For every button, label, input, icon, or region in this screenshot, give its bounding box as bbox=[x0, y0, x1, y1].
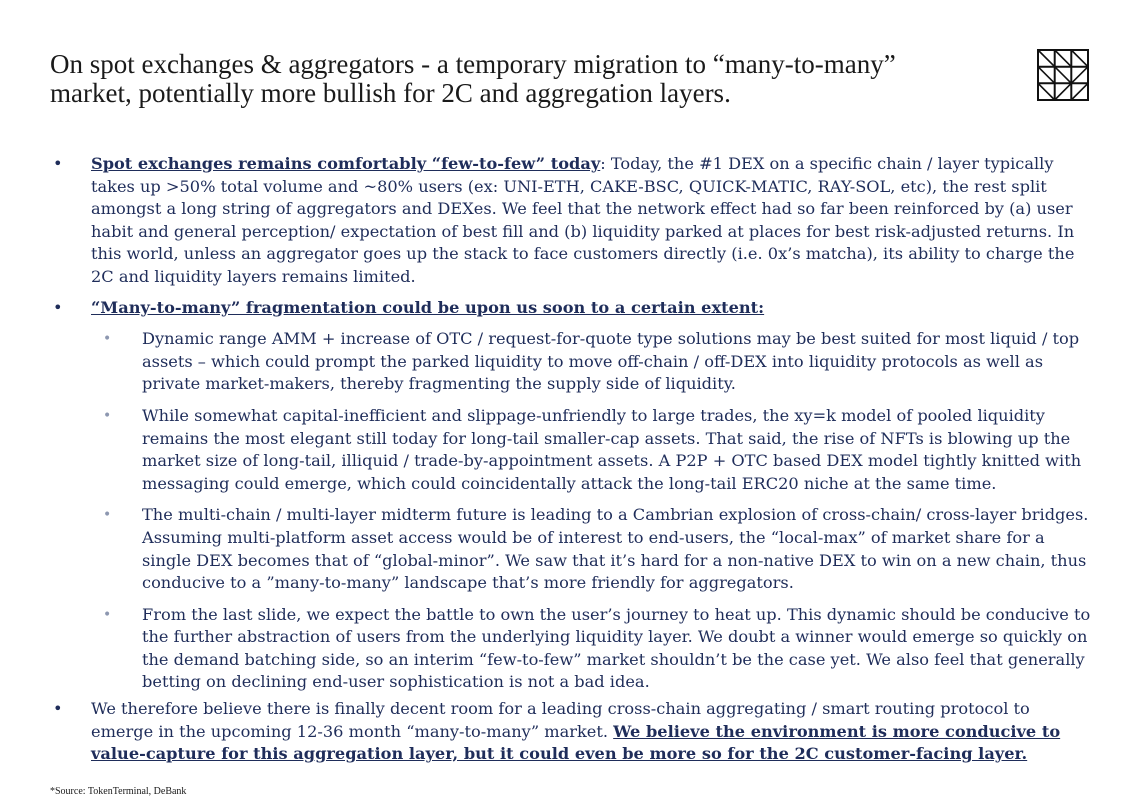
page-title: On spot exchanges & aggregators - a temporary migration to “many-to-many” market, potentially more bullish for 2C and aggregation layers. bbox=[50, 49, 896, 108]
sub-bullet-item bbox=[46, 504, 1091, 594]
sub-bullet-icon: • bbox=[103, 407, 112, 424]
sub-bullet-text: From the last slide, we expect the battle to own the user’s journey to heat up. This dynamic should be conducive to the further abstraction of users from the underlying liquidity layer. We doubt a winner would emerge so quickly on the demand batching side, so an interim “few-to-few” market shouldn’t be the case yet. We also feel that generally betting on declining end-user sophistication is not a bad idea. bbox=[142, 604, 1091, 692]
sub-bullet-text: While somewhat capital-inefficient and slippage-unfriendly to large trades, the xy=k model of pooled liquidity remains the most elegant still today for long-tail smaller-cap assets. That said, the rise of NFTs is blowing up the market size of long-tail, illiquid / trade-by-appointment assets. A P2P + OTC based DEX model tightly knitted with messaging could emerge, which could coincidentally attack the long-tail ERC20 niche at the same time. bbox=[142, 405, 1082, 493]
sub-bullet-icon: • bbox=[103, 331, 112, 348]
bullet-item bbox=[46, 297, 1091, 320]
bullet-heading: “Many-to-many” fragmentation could be upon us soon to a certain extent: bbox=[91, 297, 765, 317]
bullet-icon: • bbox=[53, 297, 63, 317]
bullet-text: We therefore believe there is finally decent room for a leading cross-chain aggregating / smart routing protocol to emerge in the upcoming 12-36 month “many-to-many” market. bbox=[91, 699, 1030, 741]
bullet-heading: Spot exchanges remains comfortably “few-to-few” today bbox=[91, 154, 601, 173]
bullet-icon: • bbox=[53, 154, 63, 173]
bullet-emphasis: We believe the environment is more conducive to value-capture for this aggregation layer, but it could even be more so for the 2C customer-facing layer. bbox=[91, 721, 1061, 764]
bullet-icon: • bbox=[53, 699, 63, 719]
sub-bullet-item bbox=[46, 328, 1091, 396]
grid-logo-icon bbox=[1037, 49, 1089, 101]
source-note: *Source: TokenTerminal, DeBank bbox=[50, 786, 187, 797]
bullet-list bbox=[46, 153, 1091, 766]
bullet-item bbox=[46, 153, 1091, 289]
bullet-item bbox=[46, 698, 1091, 766]
sub-bullet-item bbox=[46, 405, 1091, 495]
sub-bullet-icon: • bbox=[103, 606, 112, 623]
sub-bullet-icon: • bbox=[103, 507, 112, 524]
sub-bullet-text: The multi-chain / multi-layer midterm future is leading to a Cambrian explosion of cross-chain/ cross-layer bridges. Assuming multi-platform asset access would be of interest to end-users, the “local-max” of market share for a single DEX becomes that of “global-minor”. We saw that it’s hard for a non-native DEX to win on a new chain, thus conducive to a ”many-to-many” landscape that’s more friendly for aggregators. bbox=[142, 505, 1089, 593]
sub-bullet-item bbox=[46, 604, 1091, 694]
bullet-text: : Today, the #1 DEX on a specific chain / layer typically takes up >50% total volume and ~80% users (ex: UNI-ETH, CAKE-BSC, QUICK-MATIC, RAY-SOL, etc), the rest split amongst a long string of aggregators and DEXes. We feel that the network effect had so far been reinforced by (a) user habit and general perception/ expectation of best fill and (b) liquidity parked at places for best risk-adjusted returns. In this world, unless an aggregator goes up the stack to face customers directly (i.e. 0x’s matcha), its ability to charge the 2C and liquidity layers remains limited. bbox=[91, 154, 1075, 286]
sub-bullet-text: Dynamic range AMM + increase of OTC / request-for-quote type solutions may be best suited for most liquid / top assets – which could prompt the parked liquidity to move off-chain / off-DEX into liquidity protocols as well as private market-makers, thereby fragmenting the supply side of liquidity. bbox=[142, 329, 1080, 394]
